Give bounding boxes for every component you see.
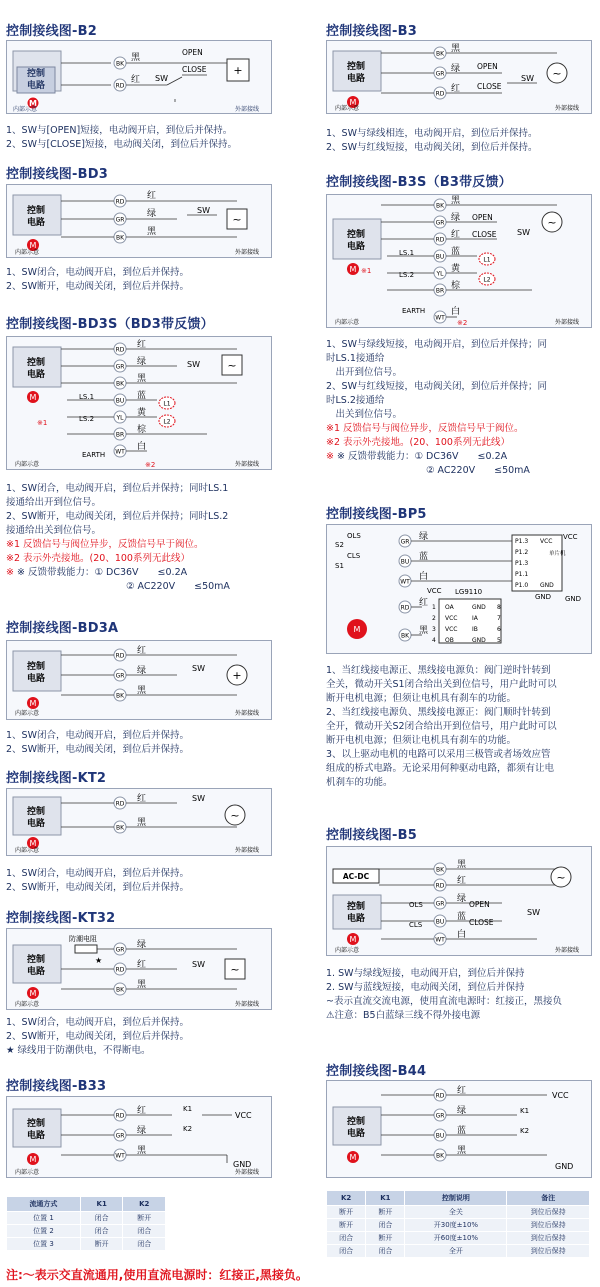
svg-text:GND: GND (535, 593, 552, 601)
svg-text:4: 4 (432, 637, 436, 644)
svg-text:红: 红 (451, 230, 461, 240)
svg-text:外部接线: 外部接线 (555, 947, 580, 954)
svg-text:RD: RD (115, 800, 125, 808)
svg-text:棕: 棕 (137, 425, 147, 435)
svg-text:外部接线: 外部接线 (555, 105, 580, 112)
svg-text:红: 红 (137, 340, 147, 350)
svg-text:红: 红 (147, 191, 157, 201)
svg-text:SW: SW (527, 908, 540, 917)
svg-text:BK: BK (435, 202, 445, 210)
svg-text:CLOSE: CLOSE (182, 65, 207, 74)
svg-text:黑: 黑 (137, 1146, 147, 1156)
svg-text:※1: ※1 (361, 267, 372, 275)
svg-text:红: 红 (137, 1106, 147, 1116)
svg-text:M: M (349, 265, 357, 274)
svg-text:蓝: 蓝 (457, 1126, 467, 1136)
svg-text:M: M (29, 839, 37, 848)
svg-text:内部示意: 内部示意 (15, 1001, 40, 1008)
svg-text:蓝: 蓝 (419, 552, 429, 562)
bd3a-title: 控制接线图-BD3A (6, 621, 119, 636)
svg-text:BK: BK (115, 60, 125, 68)
svg-text:OPEN: OPEN (477, 62, 498, 71)
svg-text:GND: GND (472, 604, 486, 611)
svg-text:控制: 控制 (346, 1117, 366, 1127)
svg-text:OPEN: OPEN (472, 213, 493, 222)
svg-text:VCC: VCC (445, 615, 458, 622)
svg-text:黑: 黑 (451, 196, 461, 206)
bd3-notes: 1、SW闭合，电动阀开启，到位后并保持。 2、SW断开，电动阀关闭，到位后并保持。 (6, 267, 189, 292)
svg-text:K2: K2 (520, 1127, 530, 1135)
svg-text:内部示意: 内部示意 (13, 106, 38, 113)
svg-text:白: 白 (451, 307, 461, 317)
svg-text:WT: WT (435, 314, 445, 322)
svg-text:LS.2: LS.2 (79, 415, 95, 423)
svg-text:黑: 黑 (137, 980, 147, 990)
svg-text:SW: SW (517, 228, 530, 237)
svg-text:~: ~ (552, 67, 562, 80)
b3s-notes: 1、SW与绿线短接，电动阀开启，到位后并保持；同 时LS.1接通给 出开到位信号。 2、SW与红线短接，电动阀关闭，到位后并保持；同 时LS.2接通给 出关到位信号。 ※1 反馈信号与阀位异步，反馈信号早于阀位。 ※2 表示外壳接地。(20、100系列无此线） ※ ※ 反馈带载能力：① DC36V ≤0.2A ② AC220V ≤50mA (326, 339, 547, 476)
svg-text:OA: OA (445, 604, 454, 611)
svg-text:电路: 电路 (26, 967, 46, 977)
svg-text:EARTH: EARTH (402, 307, 426, 315)
svg-text:红: 红 (137, 646, 147, 656)
svg-text:红: 红 (137, 794, 147, 804)
svg-text:RD: RD (115, 966, 125, 974)
svg-text:M: M (29, 1155, 37, 1164)
svg-text:SW: SW (187, 360, 200, 369)
svg-text:电路: 电路 (346, 74, 366, 84)
svg-text:BK: BK (435, 866, 445, 874)
svg-text:OPEN: OPEN (182, 48, 203, 57)
svg-text:SW: SW (192, 794, 205, 803)
b5-notes: 1. SW与绿线短接，电动阀开启，到位后并保持 2. SW与蓝线短接，电动阀关闭，到位后并保持 ~表示直流交流电源，使用直流电源时：红接正，黑接负 ⚠注意：B5白蓝绿三线不得外接电源 (326, 968, 562, 1021)
svg-text:黑: 黑 (137, 374, 147, 384)
svg-text:RD: RD (400, 604, 410, 612)
svg-text:RD: RD (435, 90, 445, 98)
svg-text:M: M (29, 393, 37, 402)
kt2-diagram (6, 788, 272, 856)
svg-text:控制: 控制 (26, 955, 46, 965)
b3-notes: 1、SW与绿线相连，电动阀开启，到位后并保持。 2、SW与红线短接，电动阀关闭，到位后并保持。 (326, 128, 538, 153)
ctrl-text-1: 控制 (26, 69, 46, 79)
b2-title: 控制接线图-B2 (6, 24, 97, 39)
svg-text:GR: GR (115, 946, 125, 954)
svg-text:SW: SW (192, 664, 205, 673)
svg-text:S2: S2 (335, 541, 344, 549)
svg-text:6: 6 (497, 626, 501, 633)
b33-table: 流通方式 K1 K2 位置 1 闭合 断开 位置 2 闭合 闭合 位置 3 断开 闭合 (6, 1196, 166, 1251)
svg-text:WT: WT (115, 1152, 125, 1160)
svg-text:内部示意: 内部示意 (15, 710, 40, 717)
svg-text:K2: K2 (183, 1125, 193, 1133)
svg-text:BU: BU (115, 397, 125, 405)
svg-text:P1.3: P1.3 (515, 560, 529, 567)
svg-text:SW: SW (192, 960, 205, 969)
svg-text:BU: BU (435, 253, 445, 261)
svg-text:电路: 电路 (346, 1129, 366, 1139)
svg-text:蓝: 蓝 (137, 391, 147, 401)
svg-text:VCC: VCC (552, 1091, 569, 1100)
b3-diagram (326, 40, 592, 114)
svg-text:M: M (29, 989, 37, 998)
svg-text:绿: 绿 (419, 532, 429, 542)
svg-text:BU: BU (435, 1132, 445, 1140)
svg-text:VCC: VCC (427, 587, 442, 595)
svg-text:内部示意: 内部示意 (15, 847, 40, 854)
svg-text:绿: 绿 (147, 209, 157, 219)
svg-text:电路: 电路 (346, 242, 366, 252)
svg-text:电路: 电路 (346, 914, 366, 924)
svg-text:GR: GR (115, 672, 125, 680)
svg-text:LS.1: LS.1 (79, 393, 95, 401)
b3s-title: 控制接线图-B3S（B3带反馈） (326, 175, 512, 190)
b5-title: 控制接线图-B5 (326, 828, 417, 843)
svg-text:M: M (29, 699, 37, 708)
kt2-notes: 1、SW闭合，电动阀开启，到位后并保持。 2、SW断开，电动阀关闭，到位后并保持。 (6, 868, 189, 893)
svg-text:M: M (349, 98, 357, 107)
svg-text:电路: 电路 (26, 819, 46, 829)
svg-text:RD: RD (435, 236, 445, 244)
svg-text:WT: WT (435, 936, 445, 944)
svg-text:绿: 绿 (451, 64, 461, 74)
svg-text:电路: 电路 (26, 370, 46, 380)
svg-text:BU: BU (435, 918, 445, 926)
svg-text:电路: 电路 (26, 674, 46, 684)
svg-text:3: 3 (432, 626, 436, 633)
svg-text:8: 8 (497, 604, 501, 611)
svg-text:S1: S1 (335, 562, 344, 570)
svg-text:YL: YL (436, 270, 444, 278)
kt32-notes: 1、SW闭合，电动阀开启，到位后并保持。 2、SW断开，电动阀关闭，到位后并保持。 ★ 绿线用于防潮供电，不得断电。 (6, 1017, 189, 1056)
svg-text:RD: RD (115, 652, 125, 660)
svg-text:黑: 黑 (419, 626, 429, 636)
svg-text:蓝: 蓝 (451, 247, 461, 257)
svg-text:GND: GND (540, 582, 554, 589)
svg-text:※2: ※2 (457, 319, 468, 327)
svg-text:防潮电阻: 防潮电阻 (69, 935, 97, 943)
svg-text:外部接线: 外部接线 (235, 847, 260, 854)
b33-diagram (6, 1096, 272, 1178)
b44-diagram (326, 1080, 592, 1178)
svg-text:外部接线: 外部接线 (555, 319, 580, 326)
svg-text:L1: L1 (163, 400, 171, 408)
svg-text:~: ~ (230, 809, 240, 822)
svg-text:黑: 黑 (137, 686, 147, 696)
svg-text:OLS: OLS (409, 901, 423, 909)
svg-text:M: M (29, 241, 37, 250)
svg-text:内部示意: 内部示意 (335, 947, 360, 954)
svg-text:外部接线: 外部接线 (235, 106, 260, 113)
svg-text:※2: ※2 (145, 461, 156, 469)
svg-text:棕: 棕 (451, 281, 461, 291)
b44-title: 控制接线图-B44 (326, 1064, 427, 1079)
svg-text:红: 红 (457, 876, 467, 886)
svg-text:L2: L2 (163, 418, 171, 426)
svg-text:GR: GR (435, 219, 445, 227)
svg-text:RD: RD (115, 198, 125, 206)
svg-text:+: + (232, 669, 242, 682)
svg-text:LS.1: LS.1 (399, 249, 415, 257)
b5-diagram (326, 846, 592, 956)
svg-text:P1.1: P1.1 (515, 571, 529, 578)
svg-text:黑: 黑 (457, 1146, 467, 1156)
svg-text:M: M (353, 625, 361, 634)
svg-text:BK: BK (400, 632, 410, 640)
svg-text:BK: BK (435, 50, 445, 58)
svg-text:控制: 控制 (346, 230, 366, 240)
bp5-diagram (326, 524, 592, 654)
svg-text:绿: 绿 (457, 894, 467, 904)
svg-text:BU: BU (400, 558, 410, 566)
svg-text:YL: YL (116, 414, 124, 422)
svg-text:控制: 控制 (26, 662, 46, 672)
svg-text:RD: RD (435, 1092, 445, 1100)
svg-text:红: 红 (457, 1086, 467, 1096)
svg-text:K1: K1 (520, 1107, 530, 1115)
svg-text:GR: GR (435, 70, 445, 78)
svg-text:~: ~ (232, 213, 242, 226)
svg-text:OLS: OLS (347, 532, 361, 540)
b33-title: 控制接线图-B33 (6, 1079, 107, 1094)
kt2-title: 控制接线图-KT2 (6, 771, 107, 786)
svg-text:内部示意: 内部示意 (15, 461, 40, 468)
svg-text:绿: 绿 (451, 213, 461, 223)
svg-text:~: ~ (230, 963, 240, 976)
svg-text:控制: 控制 (26, 206, 46, 216)
svg-text:P1.3: P1.3 (515, 538, 529, 545)
b44-table: K2 K1 控制说明 备注 断开 断开 全关 到位后保持 断开 闭合 开30度±10% 到位后保持 闭合 断开 开60度±10% 到位后保持 闭合 闭合 全开 到位后保持 (326, 1190, 590, 1258)
svg-text:内部示意: 内部示意 (15, 249, 40, 256)
bd3s-diagram (6, 336, 272, 470)
svg-text:GR: GR (435, 1112, 445, 1120)
svg-text:P1.2: P1.2 (515, 549, 529, 556)
svg-text:~: ~ (556, 871, 566, 884)
svg-text:白: 白 (457, 930, 467, 940)
svg-text:BK: BK (115, 692, 125, 700)
ctrl-text-2: 电路 (26, 81, 46, 91)
svg-text:RD: RD (115, 82, 125, 90)
b2-notes: 1、SW与[OPEN]短接，电动阀开启，到位后并保持。 2、SW与[CLOSE]短接，电动阀关闭，到位后并保持。 (6, 125, 237, 150)
svg-text:单片机: 单片机 (549, 551, 566, 557)
svg-text:LS.2: LS.2 (399, 271, 415, 279)
svg-text:SW: SW (521, 74, 534, 83)
svg-text:控制: 控制 (346, 902, 366, 912)
svg-text:电路: 电路 (26, 1131, 46, 1141)
svg-text:内部示意: 内部示意 (15, 1169, 40, 1176)
svg-text:※1: ※1 (37, 419, 48, 427)
svg-text:内部示意: 内部示意 (335, 319, 360, 326)
svg-text:绿: 绿 (137, 1126, 147, 1136)
svg-text:绿: 绿 (137, 666, 147, 676)
svg-text:GR: GR (115, 363, 125, 371)
svg-text:黄: 黄 (451, 264, 461, 274)
svg-text:绿: 绿 (137, 357, 147, 367)
svg-text:VCC: VCC (235, 1111, 252, 1120)
svg-text:白: 白 (419, 572, 429, 582)
svg-text:蓝: 蓝 (457, 912, 467, 922)
bd3-diagram (6, 184, 272, 258)
svg-text:P1.0: P1.0 (515, 582, 529, 589)
bd3s-title: 控制接线图-BD3S（BD3带反馈） (6, 317, 214, 332)
svg-text:GR: GR (435, 900, 445, 908)
svg-text:RD: RD (115, 346, 125, 354)
svg-text:红: 红 (451, 84, 461, 94)
svg-text:CLOSE: CLOSE (477, 82, 502, 91)
bd3a-notes: 1、SW闭合，电动阀开启，到位后并保持。 2、SW断开，电动阀关闭，到位后并保持。 (6, 730, 189, 755)
svg-text:控制: 控制 (26, 1119, 46, 1129)
svg-text:BK: BK (435, 1152, 445, 1160)
svg-text:BK: BK (115, 380, 125, 388)
svg-text:WT: WT (115, 448, 125, 456)
svg-text:L1: L1 (483, 256, 491, 264)
bd3a-diagram (6, 640, 272, 720)
svg-text:~: ~ (547, 216, 557, 229)
svg-text:红: 红 (131, 75, 141, 85)
svg-text:外部接线: 外部接线 (235, 1001, 260, 1008)
svg-text:外部接线: 外部接线 (235, 249, 260, 256)
svg-text:SW: SW (155, 74, 168, 83)
svg-text:+: + (233, 64, 243, 77)
svg-text:BK: BK (115, 824, 125, 832)
svg-text:控制: 控制 (346, 62, 366, 72)
bp5-notes: 1、当红线接电源正、黑线接电源负：阀门逆时针转到 全关，微动开关S1闭合给出关到位信号，用户此时可以 断开电机电源；但须让电机具有刹车的功能。 2、当红线接电源负、黑线接电源正：阀门顺时针转到 全开，微动开关S2闭合给出开到位信号，用户此时可以 断开电机电源；但须让电机具有刹车的功能。 3、以上驱动电机的电路可以采用三极管或者场效应管 组成的桥式电路。无论采用何种驱动电路，都须有让电 机刹车的功能。 (326, 665, 557, 788)
svg-text:IA: IA (472, 615, 478, 622)
svg-text:绿: 绿 (137, 940, 147, 950)
svg-text:OB: OB (445, 637, 454, 644)
svg-text:外部接线: 外部接线 (235, 710, 260, 717)
svg-text:CLOSE: CLOSE (472, 230, 497, 239)
svg-text:7: 7 (497, 615, 501, 622)
svg-text:CLOSE: CLOSE (469, 918, 494, 927)
svg-text:BR: BR (115, 431, 125, 439)
svg-text:M: M (349, 1153, 357, 1162)
svg-text:EARTH: EARTH (82, 451, 106, 459)
svg-text:GR: GR (115, 216, 125, 224)
svg-text:内部示意: 内部示意 (335, 105, 360, 112)
svg-text:GND: GND (472, 637, 486, 644)
b3-title: 控制接线图-B3 (326, 24, 417, 39)
svg-text:红: 红 (137, 960, 147, 970)
svg-text:M: M (349, 935, 357, 944)
svg-text:绿: 绿 (457, 1106, 467, 1116)
svg-text:GR: GR (115, 1132, 125, 1140)
bp5-title: 控制接线图-BP5 (326, 507, 427, 522)
svg-text:外部接线: 外部接线 (235, 461, 260, 468)
svg-text:控制: 控制 (26, 807, 46, 817)
svg-text:外部接线: 外部接线 (235, 1169, 260, 1176)
svg-text:GR: GR (400, 538, 410, 546)
svg-text:5: 5 (497, 637, 501, 644)
svg-text:GND: GND (565, 595, 582, 603)
svg-text:RD: RD (435, 882, 445, 890)
svg-text:VCC: VCC (445, 626, 458, 633)
svg-text:BR: BR (435, 287, 445, 295)
svg-text:BK: BK (115, 234, 125, 242)
svg-text:AC-DC: AC-DC (342, 872, 370, 881)
svg-text:VCC: VCC (540, 538, 553, 545)
svg-text:2: 2 (432, 615, 436, 622)
svg-text:CLS: CLS (347, 552, 361, 560)
b2-diagram (6, 40, 272, 114)
svg-text:1: 1 (432, 604, 436, 611)
svg-text:GND: GND (233, 1160, 252, 1169)
svg-text:黑: 黑 (451, 44, 461, 54)
svg-text:黑: 黑 (457, 860, 467, 870)
kt32-diagram (6, 928, 272, 1010)
svg-text:黑: 黑 (147, 227, 157, 237)
svg-text:L2: L2 (483, 276, 491, 284)
footer-note: 注:～表示交直流通用,使用直流电源时：红接正,黑接负。 (6, 1268, 308, 1282)
svg-text:~: ~ (227, 359, 237, 372)
svg-text:SW: SW (197, 206, 210, 215)
svg-text:★: ★ (95, 956, 103, 965)
svg-text:WT: WT (400, 578, 410, 586)
svg-text:VCC: VCC (563, 533, 578, 541)
svg-text:白: 白 (137, 442, 147, 452)
svg-text:RD: RD (115, 1112, 125, 1120)
bd3-title: 控制接线图-BD3 (6, 167, 108, 182)
svg-text:黑: 黑 (131, 53, 141, 63)
svg-text:控制: 控制 (26, 358, 46, 368)
svg-text:BK: BK (115, 986, 125, 994)
svg-text:GND: GND (555, 1162, 574, 1171)
svg-text:黑: 黑 (137, 818, 147, 828)
svg-text:K1: K1 (183, 1105, 193, 1113)
svg-text:M: M (29, 99, 37, 108)
kt32-title: 控制接线图-KT32 (6, 911, 116, 926)
svg-text:CLS: CLS (409, 921, 423, 929)
svg-text:电路: 电路 (26, 218, 46, 228)
b3s-diagram (326, 194, 592, 328)
svg-text:红: 红 (419, 598, 429, 608)
svg-text:黄: 黄 (137, 408, 147, 418)
svg-text:IB: IB (472, 626, 478, 633)
ac-icon: ~ (326, 996, 334, 1007)
svg-text:OPEN: OPEN (469, 900, 490, 909)
bd3s-notes: 1、SW闭合，电动阀开启，到位后并保持；同时LS.1 接通给出开到位信号。 2、SW断开，电动阀关闭，到位后并保持；同时LS.2 接通给出关到位信号。 ※1 反馈信号与阀位异步，反馈信号早于阀位。 ※2 表示外壳接地。(20、100系列无此线） ※ ※ 反馈带载能力：① DC36V ≤0.2A ② AC220V ≤50mA (6, 483, 230, 592)
svg-text:LG9110: LG9110 (455, 588, 483, 596)
